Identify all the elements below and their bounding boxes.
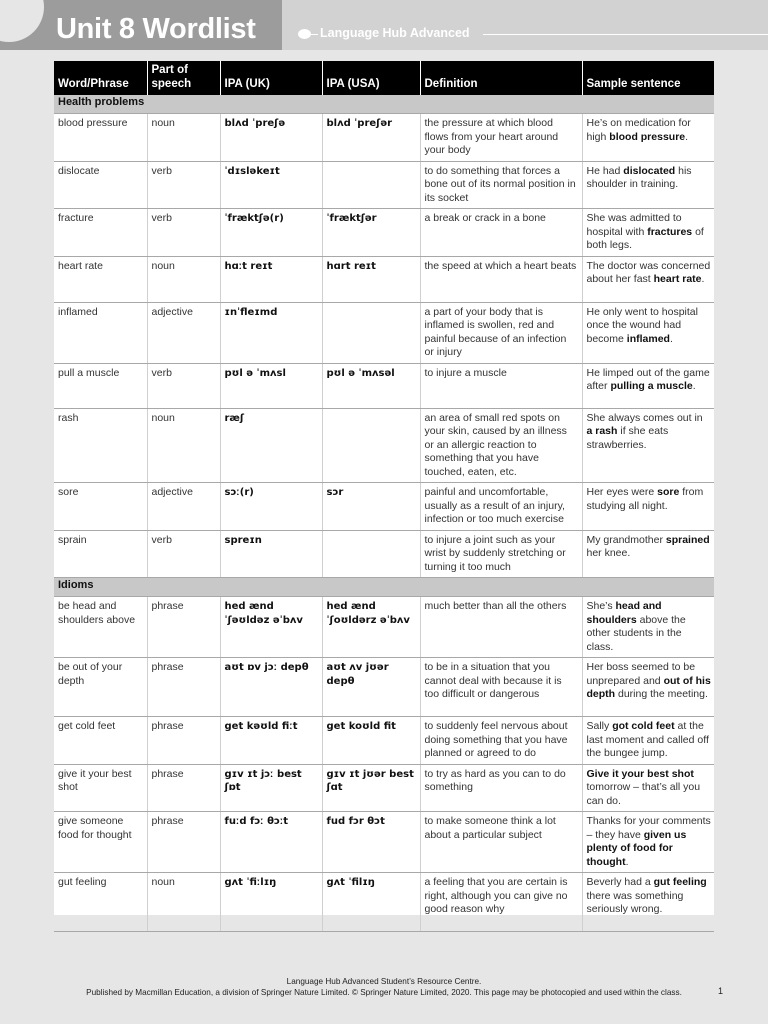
header-row	[54, 61, 714, 95]
part-of-speech-cell: phrase	[147, 658, 220, 717]
highlighted-phrase: blood pressure	[609, 130, 686, 143]
sentence-text: his shoulder in training.	[586, 164, 692, 190]
word-cell: get cold feet	[54, 717, 147, 765]
highlighted-phrase: out of his depth	[586, 674, 711, 700]
part-of-speech-cell: phrase	[147, 717, 220, 765]
ipa-usa-cell: hed ænd ˈʃoʊldərz əˈbʌv	[322, 597, 420, 658]
sample-sentence-cell	[582, 764, 714, 812]
table-row	[54, 363, 714, 408]
sentence-text: .	[685, 130, 689, 143]
footer-publisher-notice: Published by Macmillan Education, a division of Springer Nature Limited. © Springer Nature Limited, 2020. This page may be photocopied and used within the class.	[86, 988, 682, 997]
ipa-uk-cell: blʌd ˈpreʃə	[220, 114, 322, 162]
ipa-usa-cell: gʌt ˈfilɪŋ	[322, 873, 420, 932]
word-cell: sore	[54, 483, 147, 531]
part-of-speech-cell: verb	[147, 530, 220, 578]
part-of-speech-cell: noun	[147, 873, 220, 932]
highlighted-phrase: gut feeling	[653, 876, 707, 888]
column-header-ipa-usa: IPA (USA)	[322, 61, 420, 95]
definition-cell: the speed at which a heart beats	[420, 256, 582, 302]
ipa-usa-cell: ˈfræktʃər	[322, 209, 420, 257]
brand-name: Language Hub Advanced	[320, 26, 470, 40]
table-row	[54, 812, 714, 873]
definition-cell: an area of small red spots on your skin, caused by an illness or an allergic reaction to something that you have touched, eaten, etc.	[420, 408, 582, 483]
ipa-usa-cell: get koʊld fit	[322, 717, 420, 765]
highlighted-phrase: pulling a muscle	[610, 380, 693, 392]
definition-cell: the pressure at which blood flows from your heart around your body	[420, 114, 582, 162]
sentence-text: My grandmother	[586, 533, 666, 546]
sentence-text: The doctor was concerned about her fast	[586, 259, 711, 285]
footer-resource-centre: Language Hub Advanced Student’s Resource Centre.	[286, 977, 482, 986]
ipa-usa-cell: hɑrt reɪt	[322, 256, 420, 302]
part-of-speech-cell: verb	[147, 209, 220, 257]
ipa-usa-cell	[322, 161, 420, 209]
part-of-speech-cell: phrase	[147, 597, 220, 658]
sample-sentence-cell	[582, 363, 714, 408]
sentence-text: above the other students in the class.	[586, 613, 686, 653]
sample-sentence-cell	[582, 597, 714, 658]
sentence-text: there was something seriously wrong.	[586, 889, 684, 915]
highlighted-phrase: got cold feet	[612, 720, 675, 732]
word-cell: heart rate	[54, 256, 147, 302]
ipa-usa-cell	[322, 302, 420, 363]
highlighted-phrase: sprained	[665, 533, 710, 546]
wordlist-table	[54, 61, 714, 932]
table-row	[54, 597, 714, 658]
sentence-text: He’s on medication for high	[586, 117, 691, 143]
part-of-speech-cell: phrase	[147, 812, 220, 873]
word-cell: inflamed	[54, 302, 147, 363]
sentence-text: He had	[586, 164, 624, 177]
ipa-uk-cell: spreɪn	[220, 530, 322, 578]
sentence-text: from studying all night.	[586, 486, 704, 512]
definition-cell: to make someone think a lot about a particular subject	[420, 812, 582, 873]
ipa-usa-cell: aʊt ʌv jʊər depθ	[322, 658, 420, 717]
sentence-text: at the last moment and called off the bungee jump.	[586, 720, 709, 759]
sample-sentence-cell	[582, 812, 714, 873]
sentence-text: .	[692, 380, 696, 392]
sample-sentence-cell	[582, 209, 714, 257]
table-row	[54, 530, 714, 578]
definition-cell: to be in a situation that you cannot deal with because it is too difficult or dangerous	[420, 658, 582, 717]
table-row	[54, 209, 714, 257]
definition-cell: a break or crack in a bone	[420, 209, 582, 257]
table-row	[54, 764, 714, 812]
table-row	[54, 408, 714, 483]
word-cell: give someone food for thought	[54, 812, 147, 873]
word-cell: pull a muscle	[54, 363, 147, 408]
sentence-text: Thanks for your comments – they have	[586, 815, 711, 841]
sample-sentence-cell	[582, 408, 714, 483]
brand-rule	[483, 34, 768, 35]
part-of-speech-cell: noun	[147, 256, 220, 302]
ipa-uk-cell: gʌt ˈfiːlɪŋ	[220, 873, 322, 932]
column-header-part-of-speech: Part of speech	[147, 61, 220, 95]
ipa-uk-cell: sɔː(r)	[220, 483, 322, 531]
highlighted-phrase: given us plenty of food for thought	[586, 828, 687, 868]
ipa-uk-cell: ˈdɪsləkeɪt	[220, 161, 322, 209]
highlighted-phrase: a rash	[586, 425, 618, 437]
word-cell: rash	[54, 408, 147, 483]
sample-sentence-cell	[582, 114, 714, 162]
ipa-uk-cell: ɪnˈfleɪmd	[220, 302, 322, 363]
highlighted-phrase: Give it your best shot	[586, 767, 694, 780]
definition-cell: painful and uncomfortable, usually as a result of an injury, infection or too much exercise	[420, 483, 582, 531]
ipa-usa-cell: blʌd ˈpreʃər	[322, 114, 420, 162]
table-row	[54, 873, 714, 932]
part-of-speech-cell: noun	[147, 114, 220, 162]
table-row	[54, 483, 714, 531]
part-of-speech-cell: adjective	[147, 483, 220, 531]
sentence-text: He only went to hospital once the wound had become	[586, 305, 698, 345]
sentence-text: if she eats strawberries.	[586, 425, 669, 451]
definition-cell: a part of your body that is inflamed is swollen, red and painful because of an infection or injury	[420, 302, 582, 363]
highlighted-phrase: heart rate	[653, 273, 702, 285]
ipa-uk-cell: pʊl ə ˈmʌsl	[220, 363, 322, 408]
word-cell: be head and shoulders above	[54, 597, 147, 658]
column-header-definition: Definition	[420, 61, 582, 95]
word-cell: sprain	[54, 530, 147, 578]
sample-sentence-cell	[582, 302, 714, 363]
column-header-sample-sentence: Sample sentence	[582, 61, 714, 95]
word-cell: fracture	[54, 209, 147, 257]
sentence-text: .	[669, 332, 673, 345]
column-header-word: Word/Phrase	[54, 61, 147, 95]
sentence-text: during the meeting.	[615, 688, 708, 700]
ipa-uk-cell: get kəʊld fiːt	[220, 717, 322, 765]
sentence-text: .	[701, 273, 705, 285]
ipa-usa-cell: sɔr	[322, 483, 420, 531]
sentence-text: She always comes out in	[586, 411, 703, 424]
definition-cell: to try as hard as you can to do something	[420, 764, 582, 812]
sample-sentence-cell	[582, 658, 714, 717]
highlighted-phrase: inflamed	[626, 332, 670, 345]
sentence-text: She’s	[586, 600, 616, 612]
highlighted-phrase: dislocated	[623, 164, 676, 177]
part-of-speech-cell: phrase	[147, 764, 220, 812]
sentence-text: .	[625, 855, 629, 868]
part-of-speech-cell: noun	[147, 408, 220, 483]
sentence-text: Her boss seemed to be unprepared and	[586, 661, 696, 687]
word-cell: blood pressure	[54, 114, 147, 162]
sentence-text: Her eyes were	[586, 486, 658, 498]
part-of-speech-cell: adjective	[147, 302, 220, 363]
highlighted-phrase: fractures	[647, 225, 693, 238]
word-cell: gut feeling	[54, 873, 147, 932]
part-of-speech-cell: verb	[147, 161, 220, 209]
sample-sentence-cell	[582, 530, 714, 578]
column-header-ipa-uk: IPA (UK)	[220, 61, 322, 95]
highlighted-phrase: head and shoulders	[586, 600, 662, 626]
page-number: 1	[718, 986, 724, 996]
sentence-text: her knee.	[586, 547, 631, 559]
ipa-usa-cell: fud fɔr θɔt	[322, 812, 420, 873]
section-heading-row	[54, 95, 714, 114]
ipa-uk-cell: hed ænd ˈʃəʊldəz əˈbʌv	[220, 597, 322, 658]
table-row	[54, 717, 714, 765]
section-heading: Health problems	[54, 95, 714, 114]
table-row	[54, 256, 714, 302]
ipa-uk-cell: ræʃ	[220, 408, 322, 483]
ipa-usa-cell	[322, 408, 420, 483]
definition-cell: to do something that forces a bone out of its normal position in its socket	[420, 161, 582, 209]
definition-cell: much better than all the others	[420, 597, 582, 658]
ipa-uk-cell: fuːd fɔː θɔːt	[220, 812, 322, 873]
ipa-usa-cell: pʊl ə ˈmʌsəl	[322, 363, 420, 408]
ipa-usa-cell	[322, 530, 420, 578]
word-cell: dislocate	[54, 161, 147, 209]
section-heading-row	[54, 578, 714, 597]
brand-dot-icon	[298, 29, 311, 39]
sample-sentence-cell	[582, 873, 714, 932]
table-row	[54, 302, 714, 363]
ipa-uk-cell: hɑːt reɪt	[220, 256, 322, 302]
table-row	[54, 658, 714, 717]
ipa-uk-cell: aʊt ɒv jɔː depθ	[220, 658, 322, 717]
word-cell: be out of your depth	[54, 658, 147, 717]
page-title: Unit 8 Wordlist	[56, 13, 256, 45]
definition-cell: to suddenly feel nervous about doing something that you have planned or agreed to do	[420, 717, 582, 765]
ipa-usa-cell: gɪv ɪt jʊər best ʃɑt	[322, 764, 420, 812]
table-body	[54, 95, 714, 932]
ipa-uk-cell: ˈfræktʃə(r)	[220, 209, 322, 257]
word-cell: give it your best shot	[54, 764, 147, 812]
table-row	[54, 161, 714, 209]
sentence-text: tomorrow – that’s all you can do.	[586, 781, 701, 807]
sentence-text: He limped out of the game after	[586, 366, 710, 392]
definition-cell: a feeling that you are certain is right, although you can give no good reason why	[420, 873, 582, 932]
footer	[0, 976, 768, 998]
sentence-text: Beverly had a	[586, 876, 654, 888]
sample-sentence-cell	[582, 483, 714, 531]
sample-sentence-cell	[582, 717, 714, 765]
definition-cell: to injure a muscle	[420, 363, 582, 408]
sample-sentence-cell	[582, 161, 714, 209]
definition-cell: to injure a joint such as your wrist by suddenly stretching or turning it too much	[420, 530, 582, 578]
sentence-text: Sally	[586, 720, 613, 732]
part-of-speech-cell: verb	[147, 363, 220, 408]
ipa-uk-cell: gɪv ɪt jɔː best ʃɒt	[220, 764, 322, 812]
section-heading: Idioms	[54, 578, 714, 597]
highlighted-phrase: sore	[657, 486, 680, 498]
sentence-text: of both legs.	[586, 225, 704, 251]
table-row	[54, 114, 714, 162]
sentence-text: She was admitted to hospital with	[586, 212, 682, 238]
sample-sentence-cell	[582, 256, 714, 302]
